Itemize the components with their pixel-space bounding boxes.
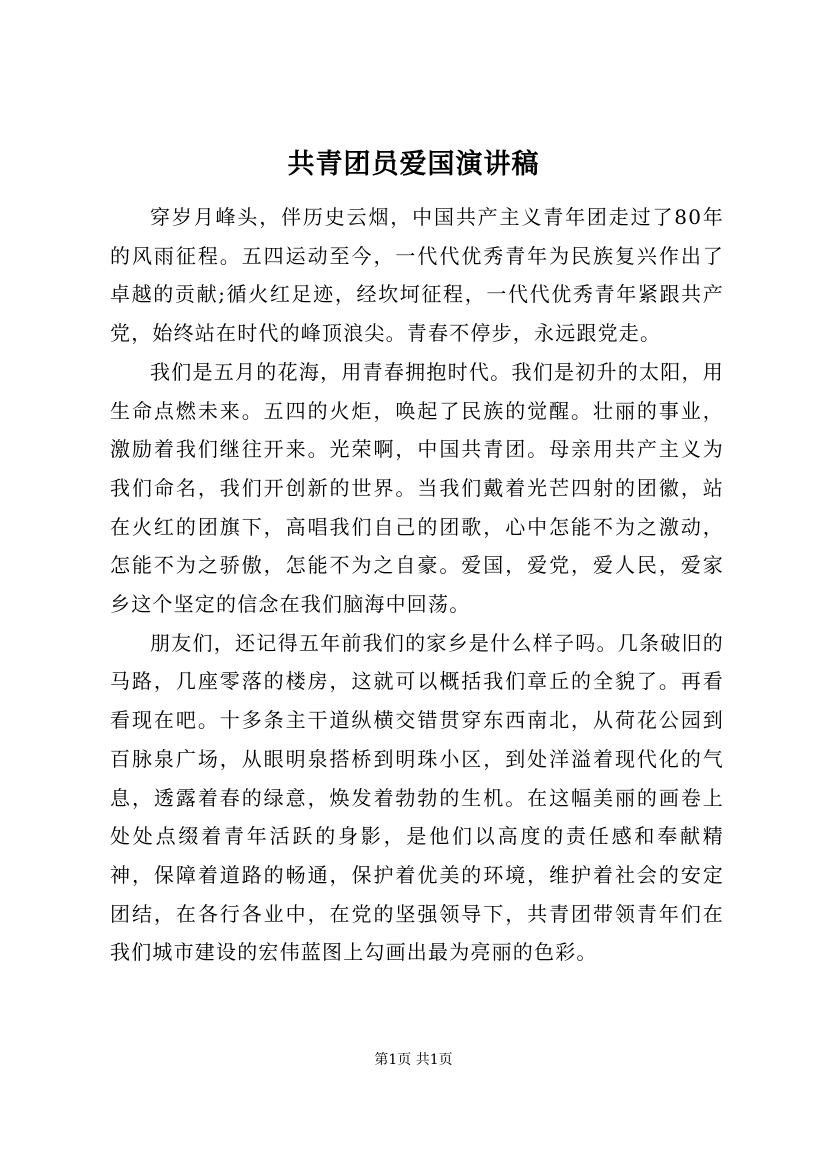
page-footer: 第1页 共1页 <box>374 1052 453 1068</box>
paragraph-3: 朋友们，还记得五年前我们的家乡是什么样子吗。几条破旧的马路，几座零落的楼房，这就可以概括我们章丘的全貌了。再看看现在吧。十多条主干道纵横交错贯穿东西南北，从荷花公园到百脉泉广场，从眼明泉搭桥到明珠小区，到处洋溢着现代化的气息，透露着春的绿意，焕发着勃勃的生机。在这幅美丽的画卷上处处点缀着青年活跃的身影，是他们以高度的责任感和奉献精神，保障着道路的畅通，保护着优美的环境，维护着社会的安定团结，在各行各业中，在党的坚强领导下，共青团带领青年们在我们城市建设的宏伟蓝图上勾画出最为亮丽的色彩。 <box>110 630 724 965</box>
paragraph-1: 穿岁月峰头，伴历史云烟，中国共产主义青年团走过了80年的风雨征程。五四运动至今，一代代优秀青年为民族复兴作出了卓越的贡献;循火红足迹，经坎坷征程，一代代优秀青年紧跟共产党，始终站在时代的峰顶浪尖。青春不停步，永远跟党走。 <box>110 205 724 346</box>
paragraph-2: 我们是五月的花海，用青春拥抱时代。我们是初升的太阳，用生命点燃未来。五四的火炬，唤起了民族的觉醒。壮丽的事业，激励着我们继往开来。光荣啊，中国共青团。母亲用共产主义为我们命名，我们开创新的世界。当我们戴着光芒四射的团徽，站在火红的团旗下，高唱我们自己的团歌，心中怎能不为之激动，怎能不为之骄傲，怎能不为之自豪。爱国，爱党，爱人民，爱家乡这个坚定的信念在我们脑海中回荡。 <box>110 359 724 617</box>
document-title: 共青团员爱国演讲稿 <box>287 149 540 180</box>
document-body <box>110 198 724 972</box>
